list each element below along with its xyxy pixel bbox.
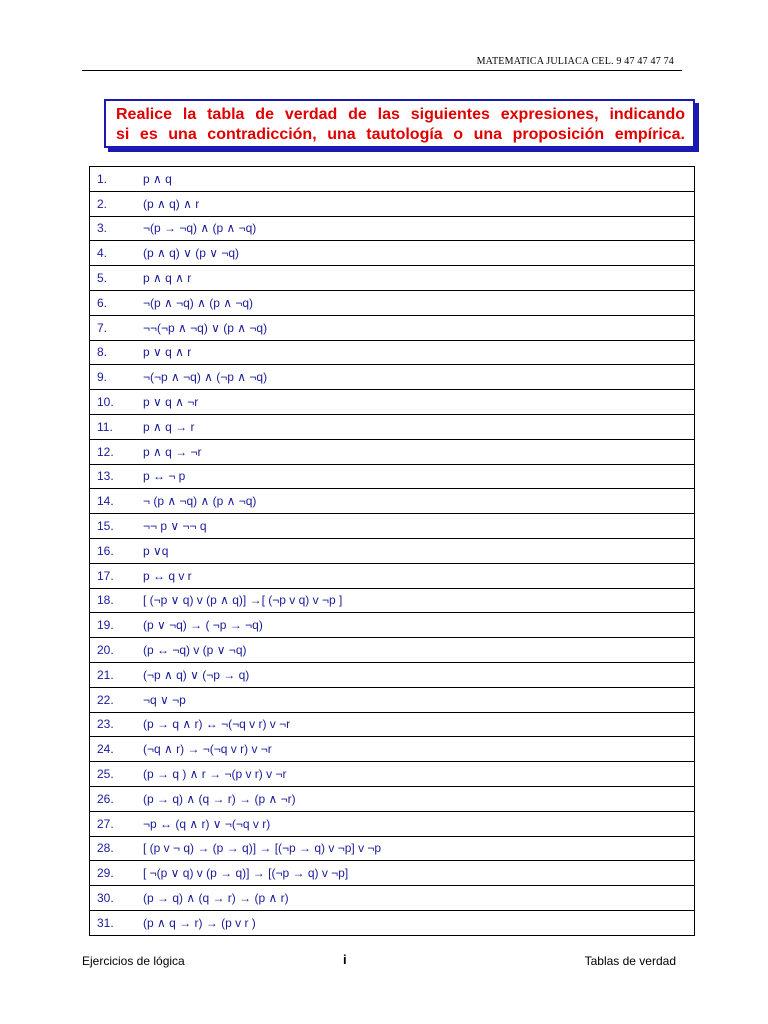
exercise-number: 20.	[90, 638, 144, 663]
exercise-expression: p ∧ q → ¬r	[143, 439, 695, 464]
instruction-line-1: Realice la tabla de verdad de las siguientes expresiones, indicando	[116, 106, 685, 123]
exercise-number: 11.	[90, 414, 144, 439]
exercise-expression: p ∧ q ∧ r	[143, 266, 695, 291]
exercise-number: 9.	[90, 365, 144, 390]
exercise-row	[90, 861, 695, 886]
exercise-expression: [ (p v ¬ q) → (p → q)] → [(¬p → q) v ¬p] v ¬p	[143, 836, 695, 861]
exercise-row	[90, 910, 695, 935]
exercise-number: 4.	[90, 241, 144, 266]
exercise-expression: p ↔ ¬ p	[143, 464, 695, 489]
exercise-table	[89, 166, 695, 936]
exercise-row	[90, 886, 695, 911]
exercise-number: 28.	[90, 836, 144, 861]
exercise-number: 19.	[90, 613, 144, 638]
instruction-line-2: si es una contradicción, una tautología o una proposición empírica.	[116, 126, 685, 143]
exercise-number: 24.	[90, 737, 144, 762]
exercise-row	[90, 167, 695, 192]
exercise-row	[90, 563, 695, 588]
exercise-row	[90, 737, 695, 762]
exercise-expression: ¬p ↔ (q ∧ r) ∨ ¬(¬q v r)	[143, 811, 695, 836]
exercise-number: 25.	[90, 762, 144, 787]
exercise-expression: (p ↔ ¬q) v (p ∨ ¬q)	[143, 638, 695, 663]
exercise-number: 29.	[90, 861, 144, 886]
exercise-row	[90, 588, 695, 613]
exercise-row	[90, 638, 695, 663]
exercise-row	[90, 439, 695, 464]
exercise-row	[90, 216, 695, 241]
exercise-expression: (p ∧ q → r) → (p v r )	[143, 910, 695, 935]
exercise-number: 26.	[90, 786, 144, 811]
exercise-number: 10.	[90, 390, 144, 415]
exercise-row	[90, 365, 695, 390]
exercise-number: 22.	[90, 687, 144, 712]
exercise-number: 1.	[90, 167, 144, 192]
exercise-row	[90, 687, 695, 712]
exercise-row	[90, 390, 695, 415]
exercise-number: 27.	[90, 811, 144, 836]
exercise-row	[90, 464, 695, 489]
exercise-number: 3.	[90, 216, 144, 241]
exercise-row	[90, 762, 695, 787]
exercise-expression: p ∨ q ∧ r	[143, 340, 695, 365]
exercise-number: 12.	[90, 439, 144, 464]
exercise-row	[90, 414, 695, 439]
exercise-number: 8.	[90, 340, 144, 365]
exercise-number: 2.	[90, 191, 144, 216]
exercise-expression: (p ∧ q) ∨ (p ∨ ¬q)	[143, 241, 695, 266]
exercise-expression: ¬(p ∧ ¬q) ∧ (p ∧ ¬q)	[143, 290, 695, 315]
exercise-expression: (p ∧ q) ∧ r	[143, 191, 695, 216]
exercise-table-body	[90, 167, 695, 936]
exercise-number: 6.	[90, 290, 144, 315]
exercise-expression: [ ¬(p ∨ q) v (p → q)] → [(¬p → q) v ¬p]	[143, 861, 695, 886]
exercise-row	[90, 191, 695, 216]
exercise-row	[90, 811, 695, 836]
exercise-expression: p ∧ q → r	[143, 414, 695, 439]
exercise-row	[90, 514, 695, 539]
exercise-number: 30.	[90, 886, 144, 911]
exercise-expression: (p → q ) ∧ r → ¬(p v r) v ¬r	[143, 762, 695, 787]
exercise-expression: (p → q) ∧ (q → r) → (p ∧ ¬r)	[143, 786, 695, 811]
header-contact: MATEMATICA JULIACA CEL. 9 47 47 47 74	[476, 56, 674, 67]
exercise-expression: (p → q ∧ r) ↔ ¬(¬q v r) v ¬r	[143, 712, 695, 737]
footer-left-text: Ejercicios de lógica	[82, 954, 185, 968]
exercise-number: 14.	[90, 489, 144, 514]
exercise-number: 15.	[90, 514, 144, 539]
exercise-number: 5.	[90, 266, 144, 291]
exercise-expression: (¬q ∧ r) → ¬(¬q v r) v ¬r	[143, 737, 695, 762]
exercise-row	[90, 662, 695, 687]
exercise-number: 21.	[90, 662, 144, 687]
exercise-expression: p ∧ q	[143, 167, 695, 192]
exercise-row	[90, 613, 695, 638]
exercise-number: 17.	[90, 563, 144, 588]
exercise-expression: ¬¬(¬p ∧ ¬q) ∨ (p ∧ ¬q)	[143, 315, 695, 340]
exercise-row	[90, 712, 695, 737]
exercise-number: 7.	[90, 315, 144, 340]
instruction-text	[116, 105, 685, 145]
exercise-number: 23.	[90, 712, 144, 737]
exercise-expression: ¬(¬p ∧ ¬q) ∧ (¬p ∧ ¬q)	[143, 365, 695, 390]
instruction-box	[104, 99, 695, 148]
exercise-expression: (p → q) ∧ (q → r) → (p ∧ r)	[143, 886, 695, 911]
exercise-expression: (p ∨ ¬q) → ( ¬p → ¬q)	[143, 613, 695, 638]
exercise-number: 13.	[90, 464, 144, 489]
exercise-expression: ¬q ∨ ¬p	[143, 687, 695, 712]
page-header	[82, 56, 682, 71]
exercise-row	[90, 489, 695, 514]
exercise-expression: p ↔ q v r	[143, 563, 695, 588]
footer-page-number: i	[343, 952, 347, 967]
exercise-row	[90, 241, 695, 266]
exercise-row	[90, 538, 695, 563]
exercise-row	[90, 315, 695, 340]
exercise-row	[90, 836, 695, 861]
exercise-expression: ¬¬ p ∨ ¬¬ q	[143, 514, 695, 539]
footer-right-text: Tablas de verdad	[584, 954, 676, 968]
exercise-expression: ¬ (p ∧ ¬q) ∧ (p ∧ ¬q)	[143, 489, 695, 514]
exercise-expression: [ (¬p ∨ q) v (p ∧ q)] →[ (¬p v q) v ¬p ]	[143, 588, 695, 613]
exercise-number: 16.	[90, 538, 144, 563]
exercise-row	[90, 786, 695, 811]
exercise-row	[90, 340, 695, 365]
exercise-expression: ¬(p → ¬q) ∧ (p ∧ ¬q)	[143, 216, 695, 241]
exercise-expression: (¬p ∧ q) ∨ (¬p → q)	[143, 662, 695, 687]
exercise-row	[90, 266, 695, 291]
exercise-number: 18.	[90, 588, 144, 613]
exercise-expression: p ∨ q ∧ ¬r	[143, 390, 695, 415]
exercise-expression: p ∨q	[143, 538, 695, 563]
exercise-row	[90, 290, 695, 315]
exercise-number: 31.	[90, 910, 144, 935]
